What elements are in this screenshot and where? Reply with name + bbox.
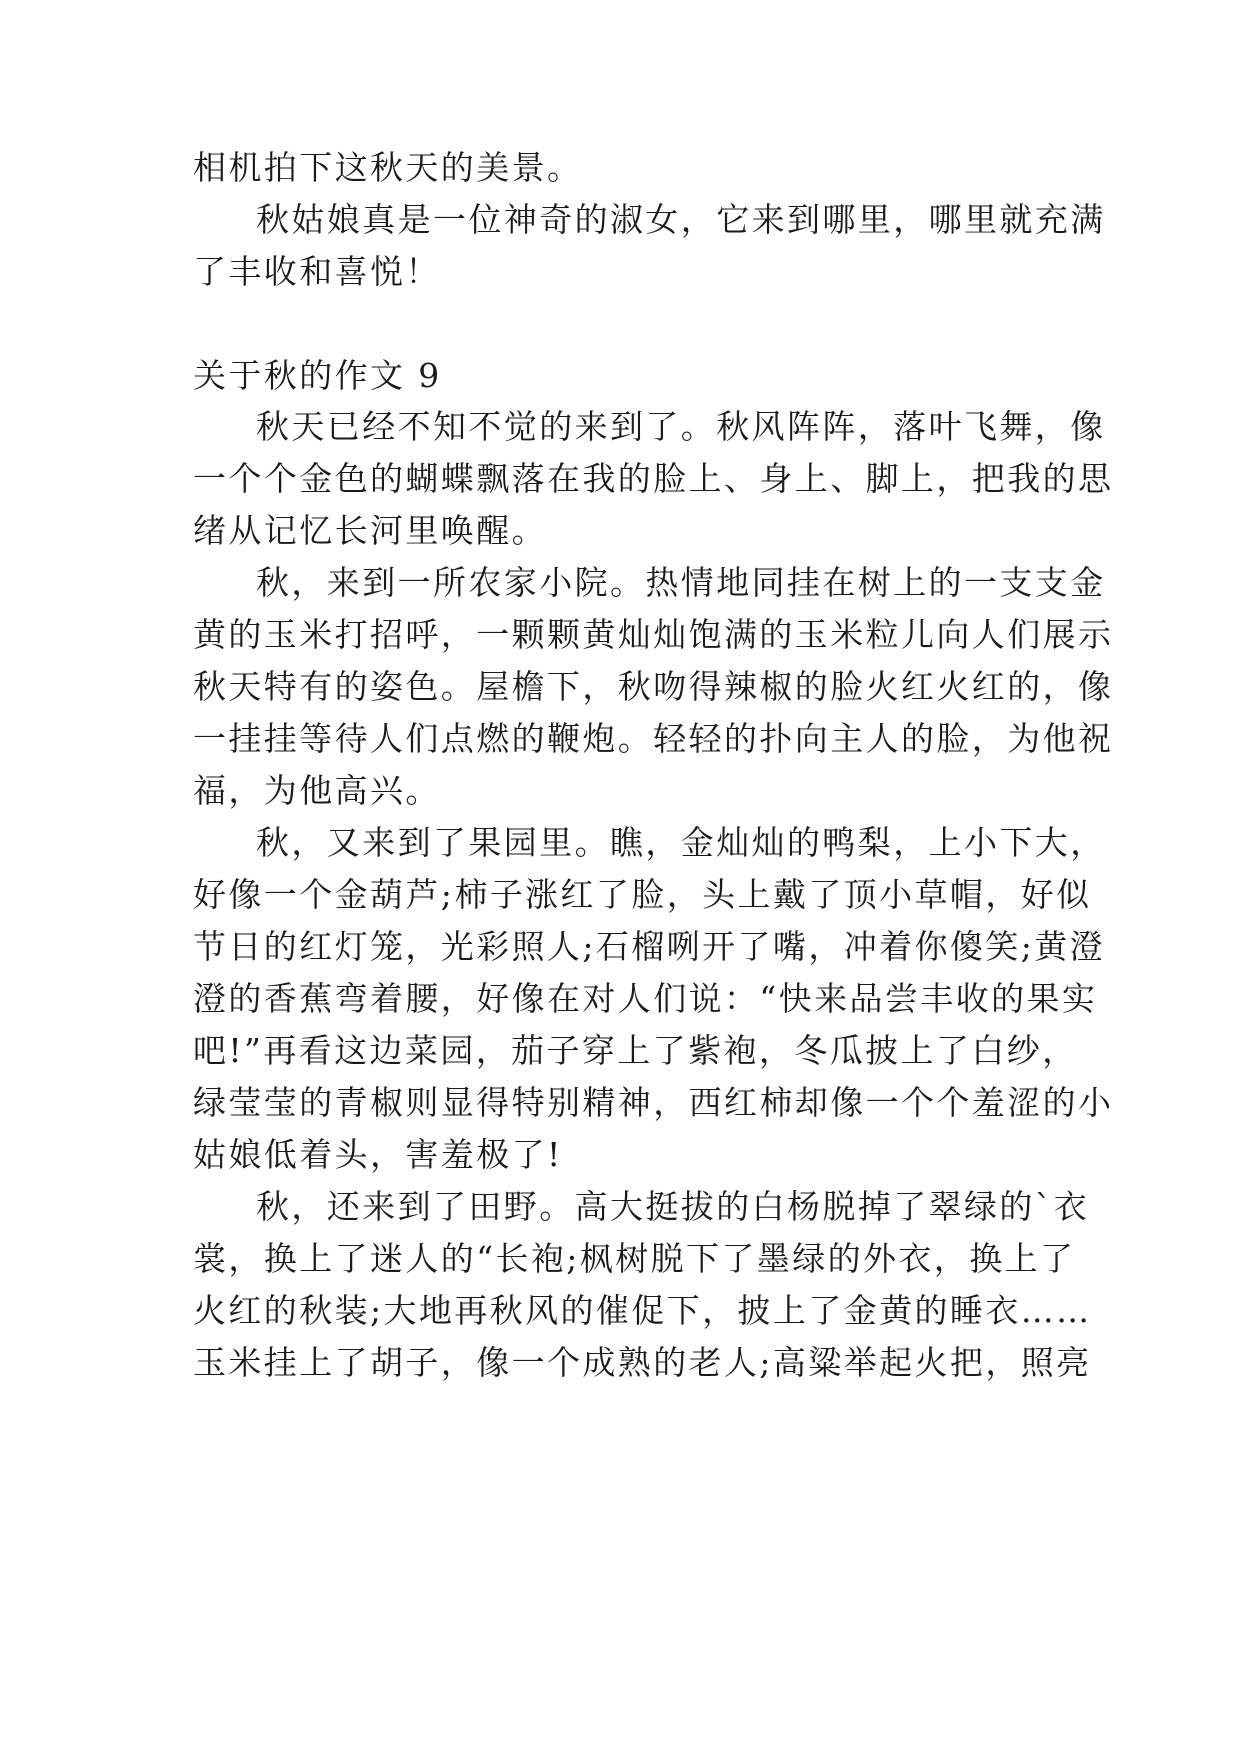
section-heading: 关于秋的作文 9 — [193, 356, 442, 395]
text-line: 吧!”再看这边菜园，茄子穿上了紫袍，冬瓜披上了白纱， — [193, 1031, 1078, 1070]
paragraph-start: 秋姑娘真是一位神奇的淑女，它来到哪里，哪里就充满 — [256, 200, 1106, 239]
text-line: 澄的香蕉弯着腰，好像在对人们说：“快来品尝丰收的果实 — [193, 979, 1098, 1018]
text-line: 黄的玉米打招呼，一颗颗黄灿灿饱满的玉米粒儿向人们展示 — [193, 615, 1114, 654]
text-line: 一个个金色的蝴蝶飘落在我的脸上、身上、脚上，把我的思 — [193, 459, 1114, 498]
text-line: 节日的红灯笼，光彩照人;石榴咧开了嘴，冲着你傻笑;黄澄 — [193, 927, 1106, 966]
text-line: 相机拍下这秋天的美景。 — [193, 148, 583, 187]
text-line: 好像一个金葫芦;柿子涨红了脸，头上戴了顶小草帽，好似 — [193, 875, 1092, 914]
text-line: 秋天特有的姿色。屋檐下，秋吻得辣椒的脸火红火红的，像 — [193, 667, 1114, 706]
text-line: 火红的秋装;大地再秋风的催促下，披上了金黄的睡衣…… — [193, 1291, 1092, 1330]
paragraph-start: 秋，来到一所农家小院。热情地同挂在树上的一支支金 — [256, 563, 1106, 602]
paragraph-start: 秋，又来到了果园里。瞧，金灿灿的鸭梨，上小下大， — [256, 823, 1106, 862]
text-line: 福，为他高兴。 — [193, 771, 441, 810]
text-line: 一挂挂等待人们点燃的鞭炮。轻轻的扑向主人的脸，为他祝 — [193, 719, 1114, 758]
text-line: 裳，换上了迷人的“长袍;枫树脱下了墨绿的外衣，换上了 — [193, 1239, 1076, 1278]
text-line: 姑娘低着头，害羞极了! — [193, 1135, 563, 1174]
paragraph-start: 秋天已经不知不觉的来到了。秋风阵阵，落叶飞舞，像 — [256, 407, 1106, 446]
text-line: 绪从记忆长河里唤醒。 — [193, 511, 547, 550]
paragraph-start: 秋，还来到了田野。高大挺拔的白杨脱掉了翠绿的`衣 — [256, 1187, 1090, 1226]
text-line: 玉米挂上了胡子，像一个成熟的老人;高粱举起火把，照亮 — [193, 1343, 1092, 1382]
text-line: 了丰收和喜悦！ — [193, 252, 441, 291]
text-line: 绿莹莹的青椒则显得特别精神，西红柿却像一个个羞涩的小 — [193, 1083, 1114, 1122]
